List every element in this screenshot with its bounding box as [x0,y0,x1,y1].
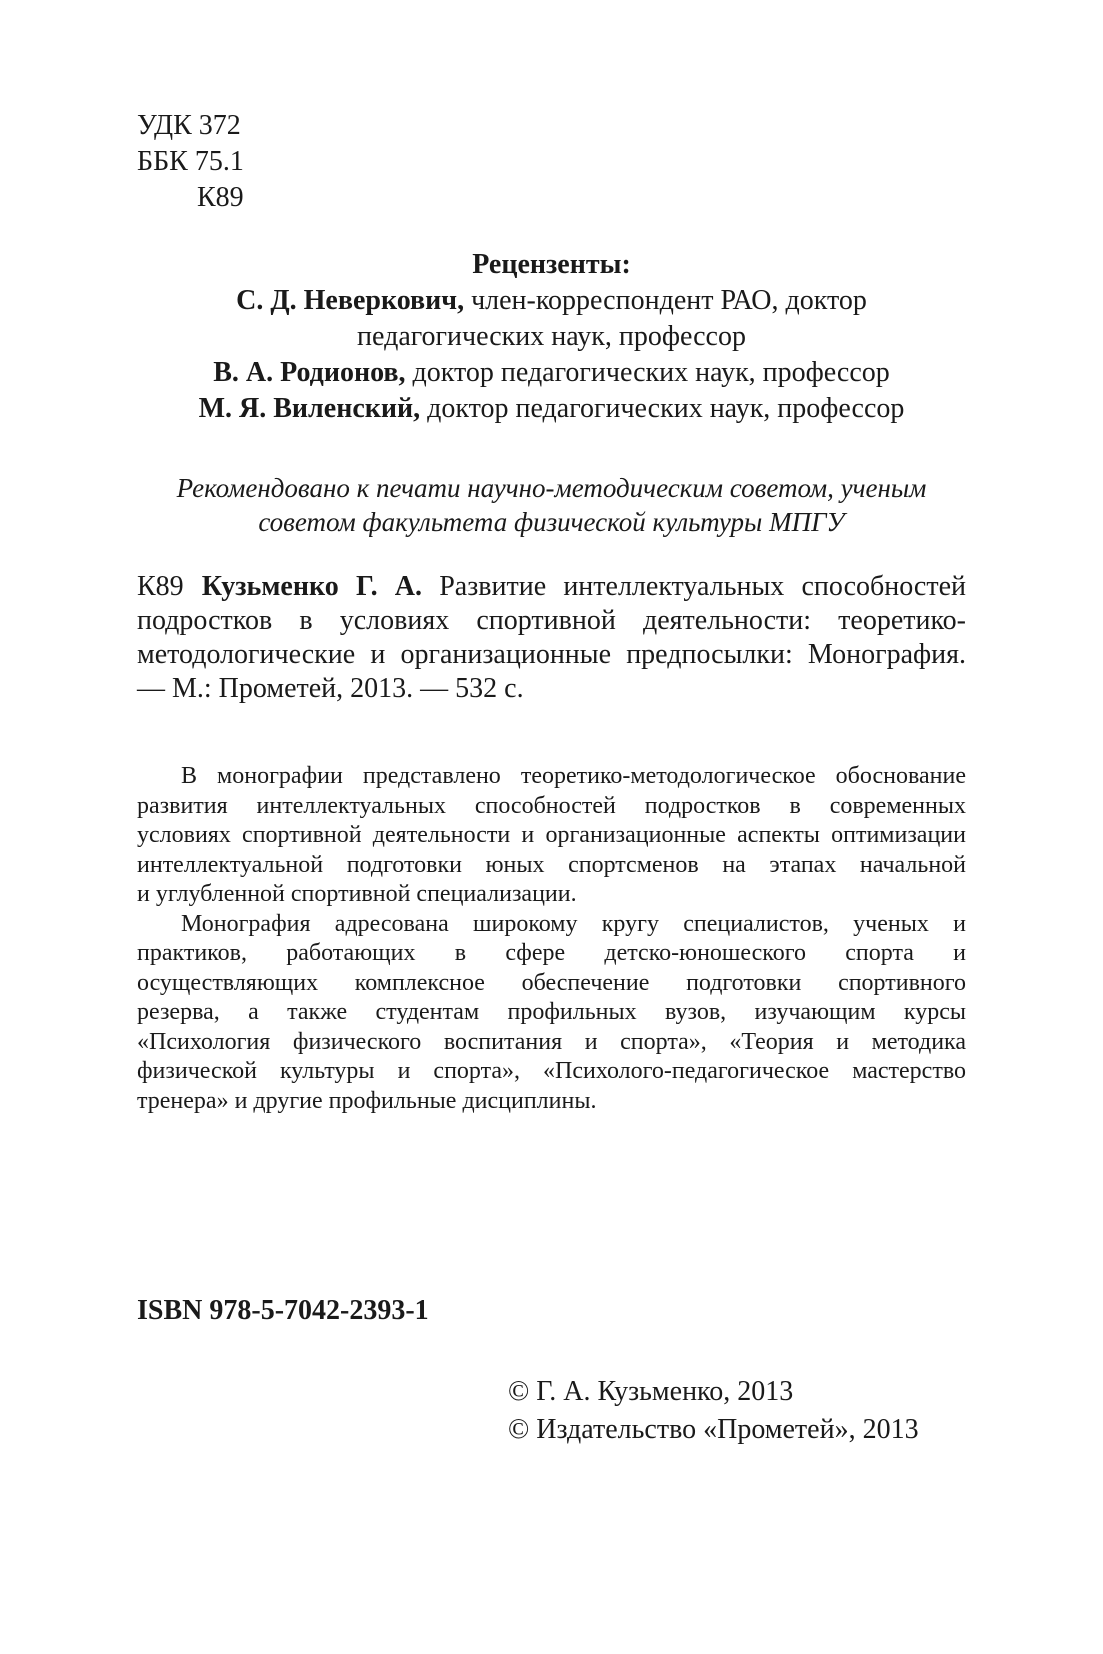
biblio-line-1 [137,570,966,604]
biblio-code: К89 [137,571,184,602]
annotation-line: условиях спортивной деятельности и организационные аспекты оптимизации [137,822,966,848]
annotation-paragraph-2 [137,910,966,1117]
annotation-line: В монографии представлено теоретико-методологическое обоснование [181,763,966,789]
bbk-code: ББК 75.1 [137,146,244,177]
recommendation-line-2: советом факультета физической культуры МПГУ [258,507,845,537]
reviewer-3-name: М. Я. Виленский, [198,393,421,424]
biblio-line-3: методологические и организационные предпосылки: Монография. [137,639,966,670]
annotation-line: интеллектуальной подготовки юных спортсменов на этапах начальной [137,851,966,878]
reviewer-3-title: доктор педагогических наук, профессор [420,393,905,424]
annotation [137,762,966,1116]
copyright-author: © Г. А. Кузьменко, 2013 [508,1376,794,1407]
annotation-line: и углубленной спортивной специализации. [137,881,577,907]
biblio-title-start: Развитие интеллектуальных способностей [422,571,967,602]
annotation-line: тренера» и другие профильные дисциплины. [137,1087,597,1114]
reviewer-3 [137,391,966,427]
biblio-author: Кузьменко Г. А. [201,571,423,602]
copyright-publisher: © Издательство «Прометей», 2013 [508,1414,919,1445]
annotation-line: развития интеллектуальных способностей подростков в современных [137,792,966,819]
reviewers-block [137,247,966,427]
author-mark: К89 [197,182,244,213]
reviewers-heading: Рецензенты: [472,249,631,280]
classification-codes [137,108,244,216]
biblio-line-4: — М.: Прометей, 2013. — 532 с. [137,673,524,704]
udk-code: УДК 372 [137,110,241,141]
biblio-line-2: подростков в условиях спортивной деятельности: теоретико- [137,605,966,636]
annotation-paragraph-1 [137,762,966,910]
annotation-line: физической культуры и спорта», «Психолого-педагогическое мастерство [137,1058,966,1084]
bibliographic-entry [137,570,966,706]
reviewer-1-name: С. Д. Неверкович, [236,285,465,316]
copyright-block [508,1373,919,1449]
annotation-line: осуществляющих комплексное обеспечение подготовки спортивного [137,969,966,996]
reviewer-2-title: доктор педагогических наук, профессор [405,357,890,388]
annotation-line: практиков, работающих в сфере детско-юношеского спорта и [137,940,966,966]
annotation-line: резерва, а также студентам профильных вузов, изучающим курсы [137,999,966,1025]
reviewer-2 [137,355,966,391]
reviewer-2-name: В. А. Родионов, [213,357,406,388]
isbn: ISBN 978-5-7042-2393-1 [137,1295,429,1326]
recommendation-note [137,471,966,539]
annotation-line: Монография адресована широкому кругу специалистов, ученых и [181,910,966,937]
recommendation-line-1: Рекомендовано к печати научно-методическим советом, ученым [176,473,927,503]
reviewer-1-title-a: член-корреспондент РАО, доктор [464,285,867,316]
reviewer-1 [137,283,966,319]
annotation-line: «Психология физического воспитания и спорта», «Теория и методика [137,1028,966,1055]
reviewer-1-title-b: педагогических наук, профессор [357,321,746,352]
